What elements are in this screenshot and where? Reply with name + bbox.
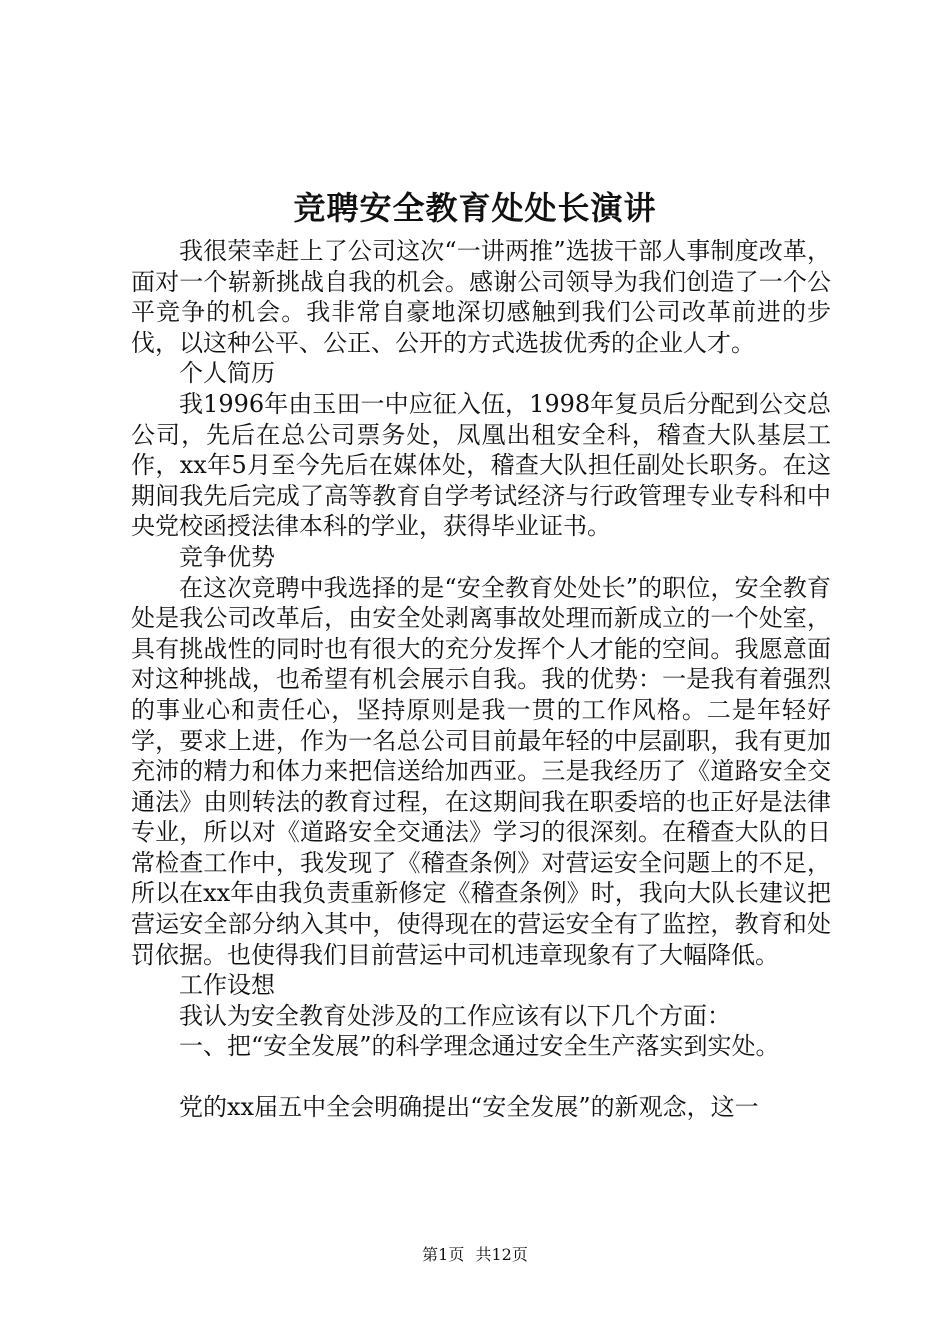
paragraph-intro: 我很荣幸赶上了公司这次“一讲两推”选拔干部人事制度改革，面对一个崭新挑战自我的机会。感谢公司领导为我们创造了一个公平竞争的机会。我非常自豪地深切感触到我们公司改革前进的步伐，以这种公平、公正、公开的方式选拔优秀的企业人才。	[131, 237, 831, 357]
section-heading-advantages: 竞争优势	[179, 542, 275, 571]
paragraph-plan-item-1: 一、把“安全发展”的科学理念通过安全生产落实到实处。	[179, 1032, 780, 1061]
paragraph-resume: 我1996年由玉田一中应征入伍，1998年复员后分配到公交总公司，先后在总公司票务处，凤凰出租安全科，稽查大队基层工作，xx年5月至今先后在媒体处，稽查大队担任副处长职务。在这期间我先后完成了高等教育自学考试经济与行政管理专业专科和中央党校函授法律本科的学业，获得毕业证书。	[131, 389, 831, 541]
paragraph-advantages: 在这次竞聘中我选择的是“安全教育处处长”的职位，安全教育处是我公司改革后，由安全处剥离事故处理而新成立的一个处室，具有挑战性的同时也有很大的充分发挥个人才能的空间。我愿意面对这种挑战，也希望有机会展示自我。我的优势：一是我有着强烈的事业心和责任心，坚持原则是我一贯的工作风格。二是年轻好学，要求上进，作为一名总公司目前最年轻的中层副职，我有更加充沛的精力和体力来把信送给加西亚。三是我经历了《道路安全交通法》由则转法的教育过程，在这期间我在职委培的也正好是法律专业，所以对《道路安全交通法》学习的很深刻。在稽查大队的日常检查工作中，我发现了《稽查条例》对营运安全问题上的不足，所以在xx年由我负责重新修定《稽查条例》时，我向大队长建议把营运安全部分纳入其中，使得现在的营运安全有了监控，教育和处罚依据。也使得我们目前营运中司机违章现象有了大幅降低。	[131, 573, 831, 969]
document-body	[131, 236, 831, 1123]
section-heading-plans: 工作设想	[179, 971, 275, 1000]
document-title: 竞聘安全教育处处长演讲	[293, 189, 657, 227]
page-footer	[0, 1245, 950, 1265]
paragraph-party-congress: 党的xx届五中全会明确提出“安全发展”的新观念，这一	[179, 1093, 759, 1122]
page-number: 第1页	[422, 1245, 465, 1264]
section-heading-resume: 个人简历	[179, 359, 275, 388]
page-total: 共12页	[475, 1245, 528, 1264]
paragraph-plans-intro: 我认为安全教育处涉及的工作应该有以下几个方面：	[179, 1001, 731, 1030]
